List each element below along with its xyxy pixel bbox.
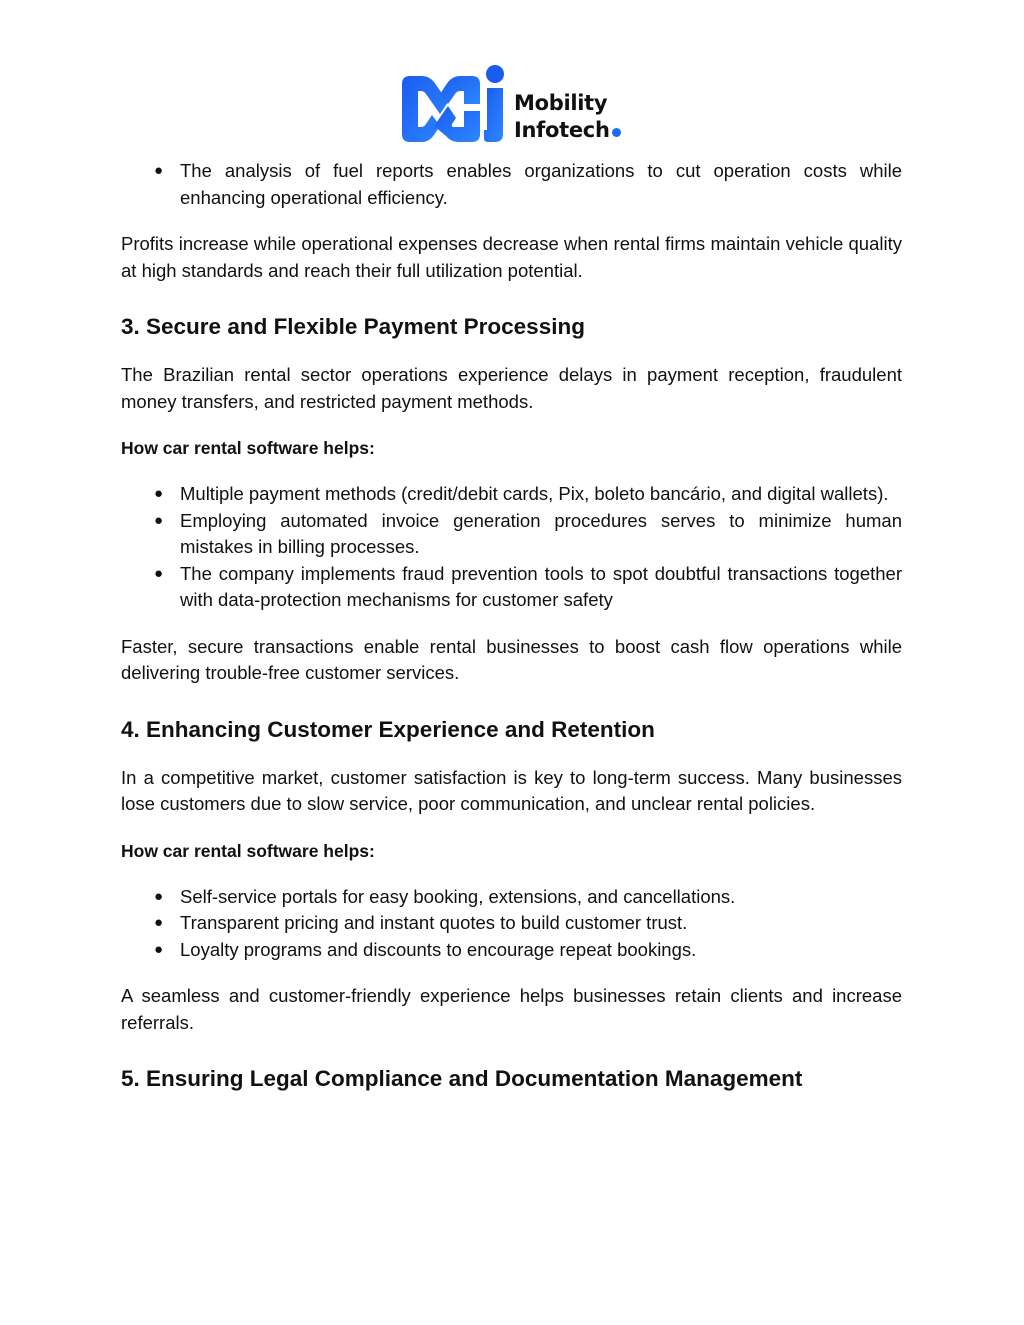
section-4-closing: A seamless and customer-friendly experience helps businesses retain clients and increase referrals.: [121, 985, 902, 1033]
logo-line-2-text: Infotech: [514, 118, 610, 142]
bullet-icon: ●: [154, 564, 164, 582]
section-3-closing: Faster, secure transactions enable rental businesses to boost cash flow operations while delivering trouble-free customer services.: [121, 635, 902, 683]
list-item: [121, 158, 902, 211]
list-item-text: Employing automated invoice generation procedures serves to minimize human mistakes in billing processes.: [180, 509, 902, 557]
section-4-subheading: How car rental software helps:: [121, 840, 375, 861]
list-item-text: Loyalty programs and discounts to encourage repeat bookings.: [180, 938, 697, 960]
list-item-text: Self-service portals for easy booking, extensions, and cancellations.: [180, 885, 736, 907]
bullet-icon: ●: [154, 940, 164, 958]
list-item: [121, 884, 902, 911]
list-item-text: Transparent pricing and instant quotes to build customer trust.: [180, 912, 688, 933]
section-4-bullet-list: [121, 884, 902, 964]
list-item-text: The company implements fraud prevention tools to spot doubtful transactions together with data-protection mechanisms for customer safety: [180, 562, 902, 610]
list-item: [121, 508, 902, 561]
section-3-paragraph: The Brazilian rental sector operations experience delays in payment reception, fraudulent money transfers, and restricted payment methods.: [121, 364, 902, 412]
document-body: [121, 158, 902, 1094]
list-item: [121, 481, 902, 508]
list-item: [121, 561, 902, 614]
logo-line-1: Mobility: [514, 91, 608, 115]
bullet-icon: ●: [154, 511, 164, 529]
section-3-bullet-list: [121, 481, 902, 614]
company-logo: [396, 64, 636, 154]
logo-dot-icon: [612, 128, 621, 137]
bullet-icon: ●: [154, 162, 164, 179]
intro-paragraph: Profits increase while operational expenses decrease when rental firms maintain vehicle quality at high standards and reach their full utilization potential.: [121, 233, 902, 281]
section-4-heading: 4. Enhancing Customer Experience and Retention: [121, 716, 655, 742]
list-item-text: The analysis of fuel reports enables organizations to cut operation costs while enhancing operational efficiency.: [180, 160, 902, 208]
section-3-subheading: How car rental software helps:: [121, 438, 375, 458]
logo-line-2: [514, 117, 621, 144]
logo-mark-icon: [396, 64, 516, 154]
section-3-heading: 3. Secure and Flexible Payment Processing: [121, 314, 585, 339]
list-item: [121, 910, 902, 937]
bullet-icon: ●: [154, 887, 164, 905]
list-item: [121, 937, 902, 964]
bullet-icon: ●: [154, 485, 164, 502]
section-5-heading: 5. Ensuring Legal Compliance and Documentation Management: [121, 1066, 803, 1091]
list-item-text: Multiple payment methods (credit/debit cards, Pix, boleto bancário, and digital wallets).: [180, 483, 889, 504]
logo-wordmark: [514, 90, 621, 144]
intro-bullet-list: [121, 158, 902, 211]
bullet-icon: ●: [154, 914, 164, 931]
section-4-paragraph: In a competitive market, customer satisfaction is key to long-term success. Many businesses lose customers due to slow service, poor communication, and unclear rental policies.: [121, 766, 902, 814]
